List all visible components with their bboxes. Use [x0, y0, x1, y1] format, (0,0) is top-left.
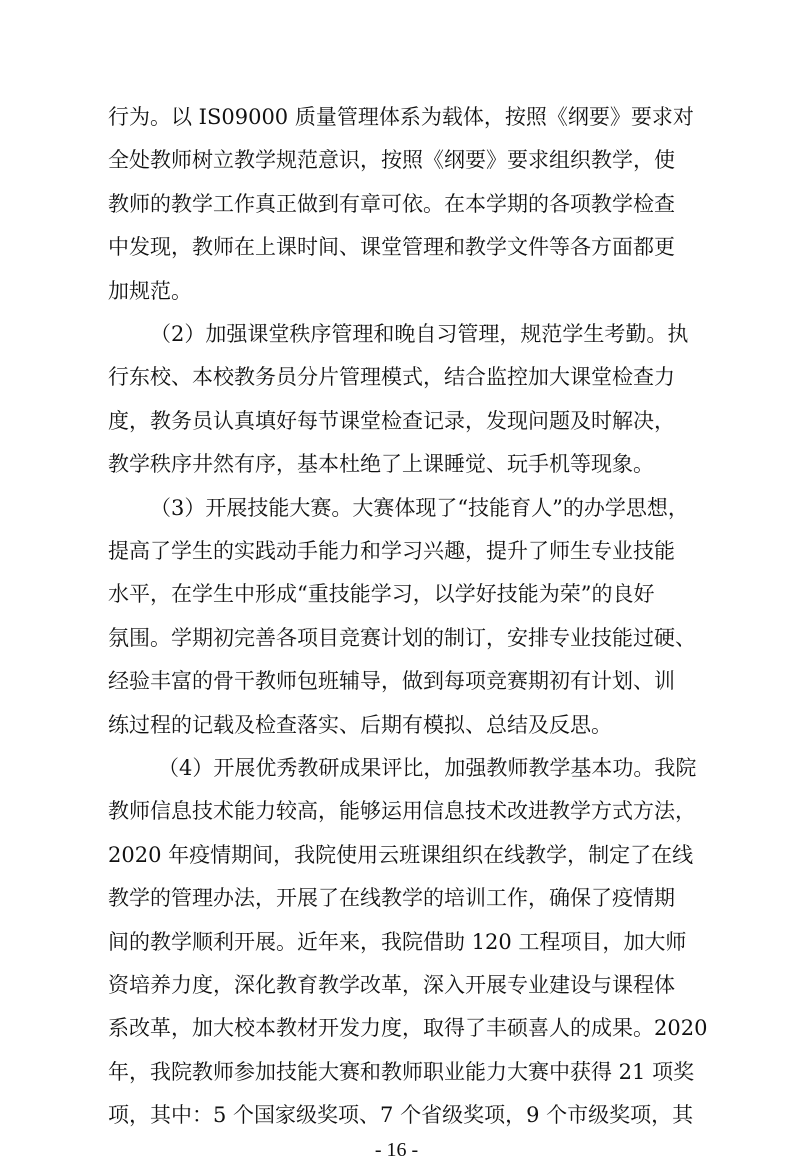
text-line: 年，我院教师参加技能大赛和教师职业能力大赛中获得 21 项奖: [108, 1060, 695, 1084]
text-line: 教学的管理办法，开展了在线教学的培训工作，确保了疫情期: [108, 886, 675, 910]
text-line: 提高了学生的实践动手能力和学习兴趣，提升了师生专业技能: [108, 539, 675, 563]
text-line: 经验丰富的骨干教师包班辅导，做到每项竞赛期初有计划、训: [108, 669, 675, 693]
text-line: 氛围。学期初完善各项目竞赛计划的制订，安排专业技能过硬、: [108, 626, 696, 650]
text-line: 中发现，教师在上课时间、课堂管理和教学文件等各方面都更: [108, 235, 675, 259]
text-line: 练过程的记载及检查落实、后期有模拟、总结及反思。: [108, 713, 612, 737]
page-number: - 16 -: [374, 1139, 419, 1161]
text-line: 间的教学顺利开展。近年来，我院借助 120 工程项目，加大师: [108, 930, 687, 954]
text-line: （3）开展技能大赛。大赛体现了“技能育人”的办学思想，: [150, 496, 689, 520]
text-line: 水平，在学生中形成“重技能学习，以学好技能为荣”的良好: [108, 582, 655, 606]
text-line: 行为。以 IS09000 质量管理体系为载体，按照《纲要》要求对: [108, 105, 694, 129]
text-line: 资培养力度，深化教育教学改革，深入开展专业建设与课程体: [108, 973, 675, 997]
text-line: 项，其中：5 个国家级奖项、7 个省级奖项，9 个市级奖项，其: [108, 1103, 694, 1127]
text-line: 行东校、本校教务员分片管理模式，结合监控加大课堂检查力: [108, 365, 675, 389]
text-line: （4）开展优秀教研成果评比，加强教师教学基本功。我院: [158, 756, 697, 780]
text-line: 度，教务员认真填好每节课堂检查记录，发现问题及时解决，: [108, 409, 675, 433]
text-line: 加规范。: [108, 279, 192, 303]
text-line: 教学秩序井然有序，基本杜绝了上课睡觉、玩手机等现象。: [108, 452, 654, 476]
text-line: 系改革，加大校本教材开发力度，取得了丰硕喜人的成果。2020: [108, 1016, 708, 1040]
text-line: （2）加强课堂秩序管理和晚自习管理，规范学生考勤。执: [150, 322, 689, 346]
text-line: 2020 年疫情期间，我院使用云班课组织在线教学，制定了在线: [108, 843, 694, 867]
text-line: 全处教师树立教学规范意识，按照《纲要》要求组织教学，使: [108, 148, 675, 172]
text-line: 教师的教学工作真正做到有章可依。在本学期的各项教学检查: [108, 192, 675, 216]
text-line: 教师信息技术能力较高，能够运用信息技术改进教学方式方法，: [108, 799, 696, 823]
